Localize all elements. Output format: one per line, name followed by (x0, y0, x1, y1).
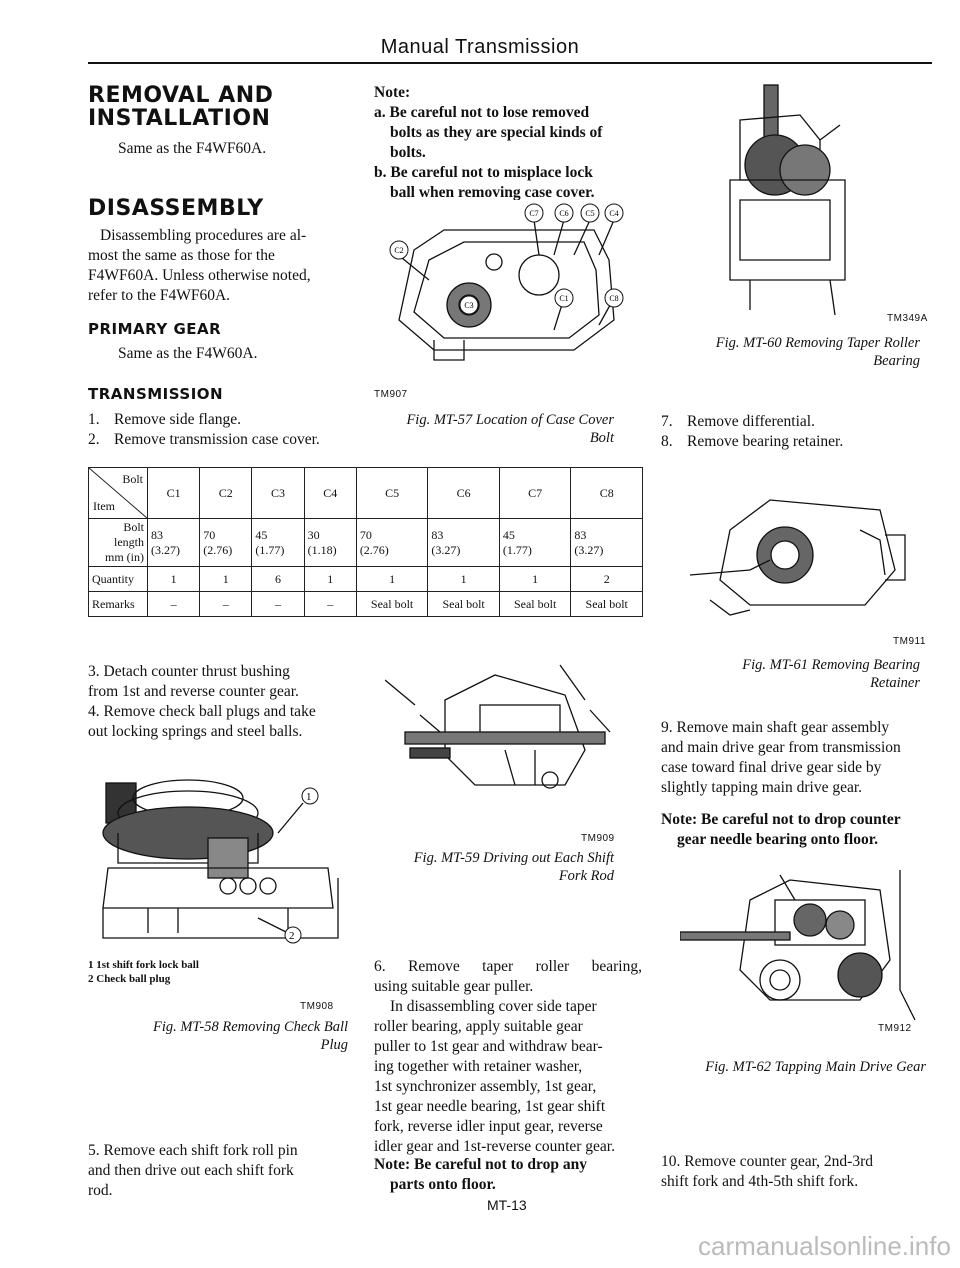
row-label: Remarks (89, 592, 148, 617)
step-item (661, 412, 843, 432)
step-9-line: 9. Remove main shaft gear assembly (661, 719, 890, 736)
step-9 (661, 718, 926, 798)
row-label-line: Bolt length (114, 520, 144, 549)
legend-item: 1 1st shift fork lock ball (88, 959, 199, 971)
table-cell: – (304, 592, 356, 617)
disassembly-line: refer to the F4WF60A. (88, 287, 231, 304)
table-cell: 1 (499, 567, 571, 592)
step-4-line: 4. Remove check ball plugs and take (88, 703, 316, 720)
table-cell (304, 519, 356, 567)
cell-value: (3.27) (574, 542, 604, 557)
fig-mt60-illustration (720, 80, 870, 320)
cell-value: (2.76) (359, 542, 389, 557)
fig-mt59-code: TM909 (581, 833, 615, 844)
removal-heading-line1: REMOVAL AND (88, 83, 274, 108)
note-a-line: a. Be careful not to lose removed (374, 104, 590, 121)
step-6-para-line: In disassembling cover side taper (390, 998, 597, 1015)
watermark: carmanualsonline.info (698, 1231, 951, 1261)
label-c8: C8 (609, 294, 619, 303)
page-number: MT-13 (487, 1197, 527, 1213)
table-cell: – (148, 592, 200, 617)
step-number: 2. (88, 431, 100, 448)
cell-value: 83 (574, 527, 587, 542)
step-text: Remove differential. (687, 413, 815, 430)
table-cell (499, 519, 571, 567)
note-3 (661, 810, 926, 850)
step-number: 1. (88, 411, 100, 428)
note-title: Note: (374, 84, 411, 101)
fig-mt58-code: TM908 (300, 1001, 334, 1012)
step-5 (88, 1141, 353, 1201)
table-cell (428, 519, 500, 567)
note-3-line: Note: Be careful not to drop counter (661, 811, 901, 828)
step-4 (88, 702, 353, 742)
legend-item: 2 Check ball plug (88, 973, 171, 985)
corner-top-label: Bolt (122, 472, 143, 486)
caption-line: Fork Rod (558, 868, 614, 884)
disassembly-heading: DISASSEMBLY (88, 196, 264, 221)
cell-value: 30 (307, 527, 320, 542)
table-cell (148, 519, 200, 567)
bolt-spec-table (88, 467, 643, 617)
step-text: Remove bearing retainer. (687, 433, 844, 450)
step-6-line: using suitable gear puller. (374, 978, 534, 995)
step-6-para-line: roller bearing, apply suitable gear (374, 1018, 583, 1035)
note-2 (374, 1155, 642, 1195)
label-c4: C4 (609, 209, 619, 218)
step-3 (88, 662, 353, 702)
column-header: C7 (499, 468, 571, 519)
caption-line: Plug (320, 1037, 348, 1053)
svg-text:1: 1 (306, 791, 312, 803)
table-cell (252, 519, 304, 567)
table-cell (200, 519, 252, 567)
step-3-line: 3. Detach counter thrust bushing (88, 663, 290, 680)
fig-mt58-legend (88, 958, 199, 986)
table-cell: 1 (148, 567, 200, 592)
step-number: 8. (661, 433, 673, 450)
label-c7: C7 (529, 209, 539, 218)
table-cell: – (200, 592, 252, 617)
step-6-para-line: fork, reverse idler input gear, reverse (374, 1118, 603, 1135)
note-3-line: gear needle bearing onto floor. (677, 831, 879, 848)
column-header: C2 (200, 468, 252, 519)
cell-value: 83 (431, 527, 444, 542)
table-row (89, 592, 643, 617)
step-6-line: 6. Remove taper roller bearing, (374, 958, 642, 975)
step-5-line: 5. Remove each shift fork roll pin (88, 1142, 298, 1159)
disassembly-text (88, 226, 348, 306)
column-header: C3 (252, 468, 304, 519)
table-cell: Seal bolt (428, 592, 500, 617)
label-c1: C1 (559, 294, 569, 303)
caption-line: Fig. MT-59 Driving out Each Shift (413, 850, 614, 866)
fig-mt57-caption (374, 411, 614, 447)
note-2-line: Note: Be careful not to drop any (374, 1156, 587, 1173)
transmission-steps (88, 410, 320, 450)
table-header-row (89, 468, 643, 519)
caption-line: Fig. MT-57 Location of Case Cover (406, 412, 614, 428)
caption-line: Fig. MT-61 Removing Bearing (742, 657, 920, 673)
label-c6: C6 (559, 209, 569, 218)
fig-mt62-caption: Fig. MT-62 Tapping Main Drive Gear (705, 1059, 926, 1075)
transmission-heading: TRANSMISSION (88, 385, 224, 403)
note-block (374, 83, 644, 203)
fig-mt60-caption (700, 334, 920, 370)
table-cell: 1 (428, 567, 500, 592)
fig-mt57-illustration (374, 200, 644, 370)
step-6-para-line: puller to 1st gear and withdraw bear- (374, 1038, 603, 1055)
cell-value: (1.77) (502, 542, 532, 557)
cell-value: 45 (255, 527, 268, 542)
table-cell: Seal bolt (356, 592, 428, 617)
fig-mt61-caption (700, 656, 920, 692)
table-cell: 2 (571, 567, 643, 592)
step-6-para-line: ing together with retainer washer, (374, 1058, 583, 1075)
fig-mt58-caption (88, 1018, 348, 1054)
step-item (88, 430, 320, 450)
svg-text:2: 2 (289, 930, 295, 942)
disassembly-line: most the same as those for the (88, 247, 275, 264)
step-item (661, 432, 843, 452)
fig-mt62-illustration (680, 870, 930, 1030)
cell-value: (3.27) (151, 542, 180, 557)
step-number: 7. (661, 413, 673, 430)
table-cell: Seal bolt (571, 592, 643, 617)
table-corner-cell (89, 468, 148, 519)
row-label: Quantity (89, 567, 148, 592)
step-text: Remove transmission case cover. (114, 431, 320, 448)
primary-gear-text: Same as the F4W60A. (118, 345, 258, 362)
step-10-line: 10. Remove counter gear, 2nd-3rd (661, 1153, 874, 1170)
fig-mt59-caption (374, 849, 614, 885)
fig-mt57-code: TM907 (374, 389, 408, 400)
cell-value: (3.27) (431, 542, 461, 557)
column-header: C1 (148, 468, 200, 519)
note-b-line: b. Be careful not to misplace lock (374, 164, 593, 181)
note-b-line: ball when removing case cover. (390, 184, 595, 201)
header-rule (88, 62, 932, 64)
removal-text: Same as the F4WF60A. (118, 140, 267, 157)
cell-value: (2.76) (203, 542, 233, 557)
steps-7-8 (661, 412, 843, 452)
corner-bottom-label: Item (93, 499, 115, 513)
row-label (89, 519, 148, 567)
step-10 (661, 1152, 926, 1192)
step-6-para-line: 1st gear needle bearing, 1st gear shift (374, 1098, 606, 1115)
step-text: Remove side flange. (114, 411, 241, 428)
cell-value: 70 (203, 527, 216, 542)
primary-gear-heading: PRIMARY GEAR (88, 320, 222, 338)
table-cell (571, 519, 643, 567)
table-cell: Seal bolt (499, 592, 571, 617)
step-4-line: out locking springs and steel balls. (88, 723, 303, 740)
column-header: C5 (356, 468, 428, 519)
table-row (89, 519, 643, 567)
fig-mt61-code: TM911 (893, 636, 926, 647)
fig-mt58-illustration (88, 758, 348, 948)
table-cell: 1 (200, 567, 252, 592)
cell-value: 45 (502, 527, 515, 542)
page-header-title: Manual Transmission (380, 36, 580, 58)
step-3-line: from 1st and reverse counter gear. (88, 683, 299, 700)
note-a-line: bolts. (390, 144, 426, 161)
removal-heading (88, 84, 273, 130)
step-9-line: slightly tapping main drive gear. (661, 779, 863, 796)
caption-line: Bearing (873, 353, 920, 369)
column-header: C8 (571, 468, 643, 519)
fig-mt59-illustration (385, 660, 625, 800)
table-cell: 1 (356, 567, 428, 592)
caption-line: Retainer (870, 675, 920, 691)
cell-value: (1.77) (255, 542, 285, 557)
cell-value: 83 (151, 527, 163, 542)
note-a-line: bolts as they are special kinds of (390, 124, 603, 141)
step-6-para-line: 1st synchronizer assembly, 1st gear, (374, 1078, 597, 1095)
table-cell: 1 (304, 567, 356, 592)
table-cell (356, 519, 428, 567)
table-cell: 6 (252, 567, 304, 592)
step-6-para-line: idler gear and 1st-reverse counter gear. (374, 1138, 615, 1155)
fig-mt62-code: TM912 (878, 1023, 912, 1034)
step-6 (374, 957, 642, 1157)
step-5-line: rod. (88, 1182, 113, 1199)
step-item (88, 410, 320, 430)
label-c3: C3 (464, 301, 474, 310)
step-5-line: and then drive out each shift fork (88, 1162, 294, 1179)
step-9-line: case toward final drive gear side by (661, 759, 882, 776)
table-cell: – (252, 592, 304, 617)
disassembly-line: F4WF60A. Unless otherwise noted, (88, 267, 311, 284)
note-2-line: parts onto floor. (390, 1176, 496, 1193)
caption-line: Fig. MT-58 Removing Check Ball (152, 1019, 348, 1035)
label-c2: C2 (394, 246, 404, 255)
removal-heading-line2: INSTALLATION (88, 106, 271, 131)
fig-mt61-illustration (690, 490, 910, 635)
disassembly-line: Disassembling procedures are al- (100, 227, 307, 244)
table-row (89, 567, 643, 592)
label-c5: C5 (585, 209, 595, 218)
column-header: C6 (428, 468, 500, 519)
column-header: C4 (304, 468, 356, 519)
step-9-line: and main drive gear from transmission (661, 739, 901, 756)
cell-value: 70 (359, 527, 372, 542)
cell-value: (1.18) (307, 542, 337, 557)
fig-mt60-code: TM349A (887, 313, 928, 324)
step-10-line: shift fork and 4th-5th shift fork. (661, 1173, 859, 1190)
caption-line: Fig. MT-60 Removing Taper Roller (715, 335, 920, 351)
row-label-line: mm (in) (105, 550, 144, 564)
caption-line: Bolt (589, 430, 614, 446)
